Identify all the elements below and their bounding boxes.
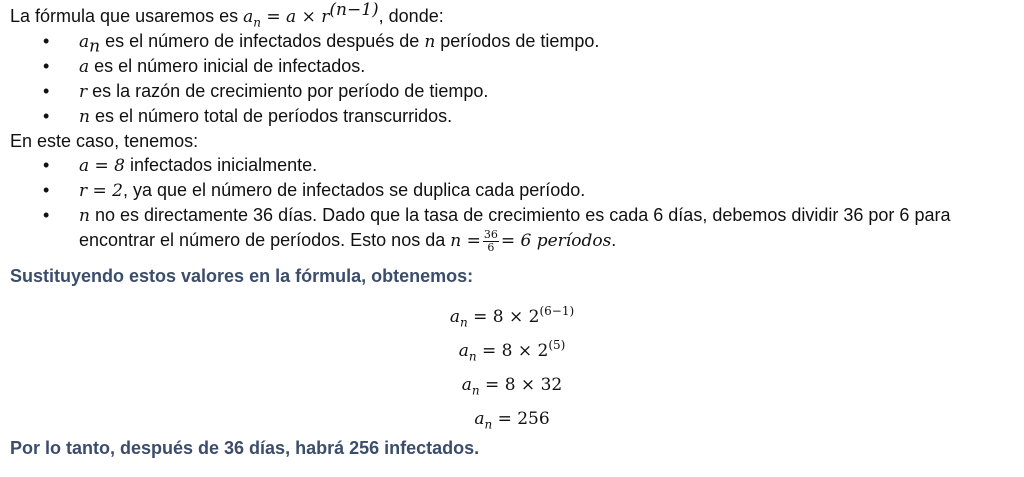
case-list — [10, 153, 1014, 254]
list-item: • n es el número total de períodos transcurridos. — [10, 104, 1014, 129]
definitions-list — [10, 29, 1014, 129]
formula-exponent: (n−1) — [329, 0, 379, 20]
equation-line: $a_n = 8 \times 2^{(6-1)}$ — [449, 303, 575, 330]
list-item: • n no es directamente 36 días. Dado que la tasa de crecimiento es cada 6 días, debemos dividir 36 por 6 para encontrar el número de períodos. Esto nos da n = $\frac{36}{6}$ = 6 períodos. — [10, 203, 1014, 254]
list-item: • a = 8 infectados inicialmente. — [10, 153, 1014, 178]
list-item: • r es la razón de crecimiento por período de tiempo. — [10, 79, 1014, 104]
formula-mid: = a × r — [261, 7, 330, 27]
equation-line: $a_n = 8 \times 32$ — [461, 374, 563, 398]
list-item: • r = 2, ya que el número de infectados se duplica cada período. — [10, 178, 1014, 203]
list-item: • $a_n$ es el número de infectados después de n períodos de tiempo. — [10, 29, 1014, 54]
conclusion: Por lo tanto, después de 36 días, habrá 256 infectados. — [10, 437, 480, 458]
document-page — [10, 0, 1014, 460]
intro-line — [10, 0, 1014, 30]
intro-text: La fórmula que usaremos es — [10, 6, 244, 26]
case-heading: En este caso, tenemos: — [10, 131, 199, 151]
equation-line: $a_n = 8 \times 2^{(5)}$ — [458, 337, 566, 364]
equation-line: $a_n = 256$ — [474, 408, 550, 432]
intro-suffix: , donde: — [378, 6, 444, 26]
substitution-heading: Sustituyendo estos valores en la fórmula, obtenemos: — [10, 265, 474, 286]
formula-a: $a_n$ — [243, 7, 261, 30]
list-item: • a es el número inicial de infectados. — [10, 54, 1014, 79]
equations-block — [10, 300, 1014, 436]
fraction: $\frac{36}{6}$ — [483, 227, 498, 254]
